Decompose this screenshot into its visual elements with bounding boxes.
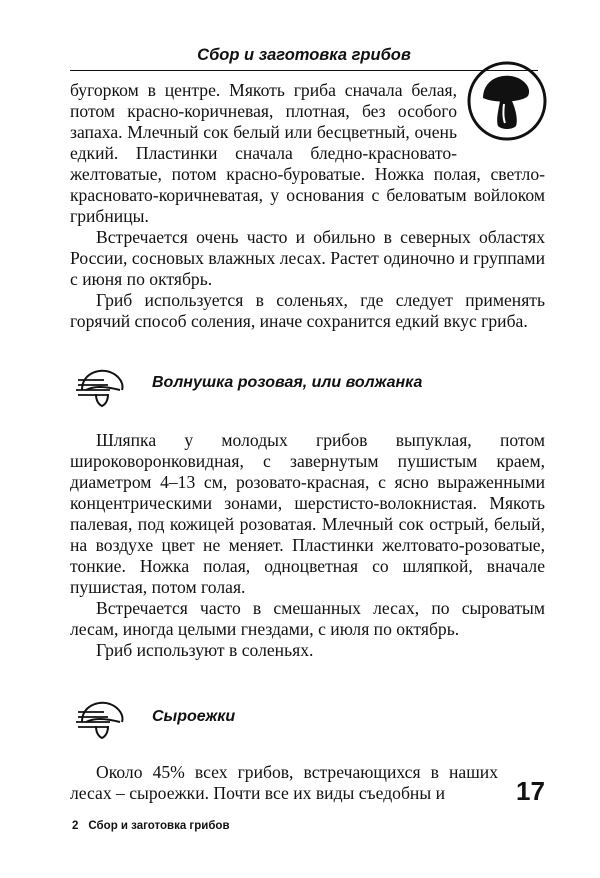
intro-block xyxy=(70,80,545,332)
footer xyxy=(72,820,230,832)
section-title: Волнушка розовая, или волжанка xyxy=(152,374,423,391)
paragraph: Около 45% всех грибов, встречающихся в наших лесах – сыроежки. Почти все их виды съедобны и xyxy=(70,762,498,803)
paragraph: Гриб используется в соленьях, где следует применять горячий способ соления, иначе сохранится едкий вкус гриба. xyxy=(70,290,545,331)
paragraph: Шляпка у молодых грибов выпуклая, потом широковоронковидная, с завернутым пушистым краем, диаметром 4–13 см, розовато-красная, с ясно выраженными концентрическими зонами, шерстисто-волокнистая. Мякоть палевая, под кожицей розоватая. Млечный сок острый, белый, на воздухе цвет не меняет. Пластинки желтоватo-розоватые, тонкие. Ножка полая, одноцветная со шляпкой, вначале пушистая, потом голая. xyxy=(70,430,545,597)
footer-text: Сбор и заготовка грибов xyxy=(88,820,230,832)
footer-number: 2 xyxy=(72,820,79,832)
paragraph: Гриб используют в соленьях. xyxy=(96,640,314,660)
section1-text xyxy=(70,430,545,661)
emblem-space xyxy=(457,80,545,164)
page-number: 17 xyxy=(516,776,545,806)
section-title: Сыроежки xyxy=(152,708,236,725)
header-title: Сбор и заготовка грибов xyxy=(197,46,411,64)
section-mushroom-icon xyxy=(74,692,134,742)
paragraph: Встречается очень часто и обильно в северных областях России, сосновых влажных лесах. Растет одиночно и группами с июня по октябрь. xyxy=(70,227,545,289)
section-mushroom-icon xyxy=(74,360,134,410)
paragraph: бугорком в центре. Мякоть гриба сначала белая, потом красно-коричневая, плотная, без особого запаха. Млечный сок белый или бесцветный, очень едкий. Пластинки сначала бледно-красновато-желтоватые, потом красно-буроватые. Ножка полая, светло-красновато-коричневатая, у основания с беловатым войлоком грибницы. xyxy=(70,80,545,226)
paragraph: Встречается часто в смешанных лесах, по сыроватым лесам, иногда целыми гнездами, с июля по октябрь. xyxy=(70,598,545,639)
section2-text xyxy=(70,762,498,804)
